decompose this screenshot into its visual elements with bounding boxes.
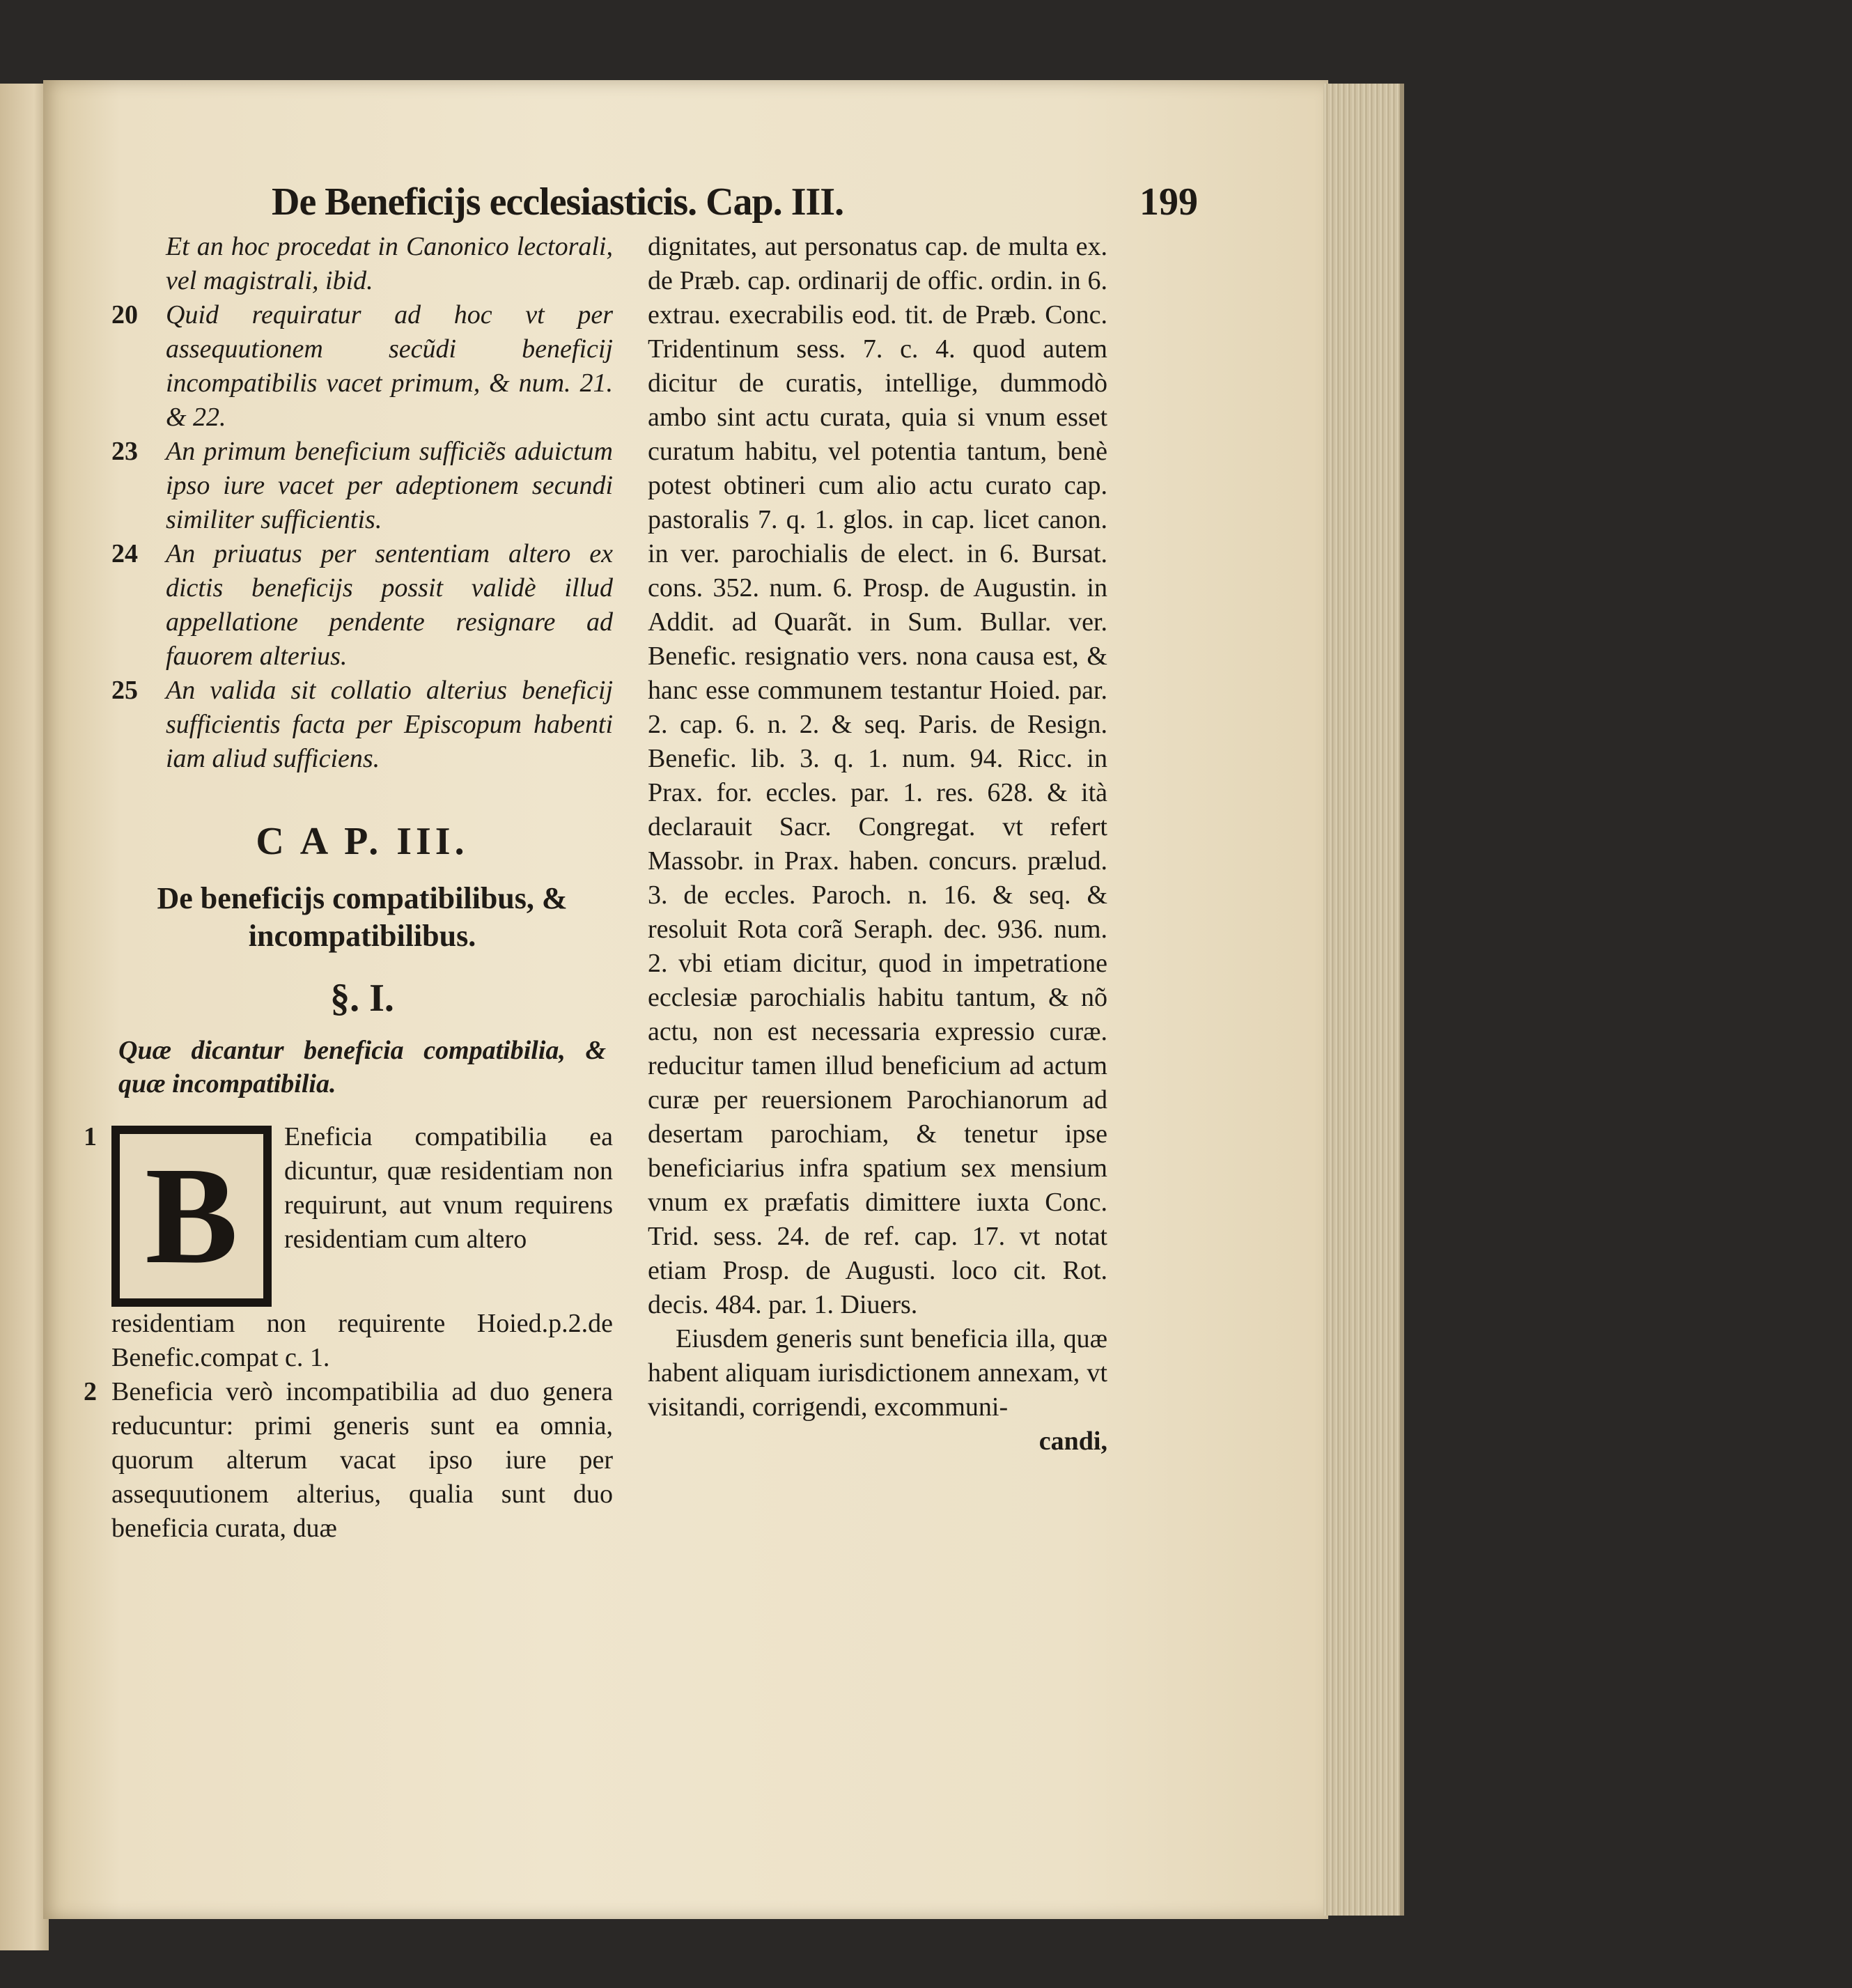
paragraph-2 [84, 1375, 613, 1546]
summary-index [111, 230, 613, 776]
running-header [272, 180, 1198, 235]
paragraph-text: Beneficia verò incompatibilia ad duo genera reducuntur: primi generis sunt ea omnia, quorum alterum vacat ipso iure per assequutionem alterius, qualia sunt duo beneficia curata, duæ [111, 1377, 613, 1543]
paragraph-continued: dignitates, aut personatus cap. de multa ex. de Præb. cap. ordinarij de offic. ordin. in 6. extrau. execrabilis eod. tit. de Præb. Conc. Tridentinum sess. 7. c. 4. quod autem dicitur de curatis, intellige, dummodò ambo sint actu curata, quia si vnum esset curatum habitu, vel potentia tantum, benè potest obtineri cum alio actu curato cap. pastoralis 7. q. 1. glos. in cap. licet canon. in ver. parochialis de elect. in 6. Bursat. cons. 352. num. 6. Prosp. de Augustin. in Addit. ad Quarãt. in Sum. Bullar. ver. Benefic. resignatio vers. nona causa est, & hanc esse communem testantur Hoied. par. 2. cap. 6. n. 2. & seq. Paris. de Resign. Benefic. lib. 3. q. 1. num. 94. Ricc. in Prax. for. eccles. par. 1. res. 628. & ità declarauit Sacr. Congregat. vt refert Massobr. in Prax. haben. concurs. prælud. 3. de eccles. Paroch. n. 16. & seq. & resoluit Rota corã Seraph. dec. 936. num. 2. vbi etiam dicitur, quod in impetratione ecclesiæ parochialis habitu tantum, & nõ actu, non est necessaria expressio curæ. reducitur tamen illud beneficium ad actum curæ per reuersionem Parochianorum ad desertam parochiam, & tenetur ipse beneficiarius infra spatium sex mensium vnum ex præfatis dimittere iuxta Conc. Trid. sess. 24. de ref. cap. 17. vt notat etiam Prosp. de Augusti. loco cit. Rot. decis. 484. par. 1. Diuers. [648, 232, 1107, 1319]
index-number: 24 [111, 539, 138, 568]
right-column [648, 230, 1107, 1459]
paragraph-next: Eiusdem generis sunt beneficia illa, quæ habent aliquam iurisdictionem annexam, vt visitandi, corrigendi, excommuni- [648, 1324, 1107, 1422]
catchword: candi, [1038, 1427, 1107, 1456]
index-text: Et an hoc procedat in Canonico lectorali, vel magistrali, ibid. [166, 232, 613, 295]
paragraph-1 [84, 1120, 613, 1375]
index-text: An priuatus per sententiam altero ex dictis beneficijs possit validè illud appellatione pendente resignare ad fauorem alterius. [166, 539, 613, 671]
index-text: An primum beneficium sufficiẽs aduictum ipso iure vacet per adeptionem secundi similiter sufficientis. [166, 437, 613, 534]
initial-letter: B [120, 1134, 263, 1298]
index-text: Quid requiratur ad hoc vt per assequutionem secũdi beneficij incompatibilis vacet primum, & num. 21. & 22. [166, 300, 613, 432]
paragraph-number: 2 [84, 1377, 97, 1406]
paragraph-number: 1 [84, 1122, 97, 1151]
paragraph-text-continued: residentiam non requirente Hoied.p.2.de Benefic.compat c. 1. [111, 1309, 613, 1372]
running-title: De Beneficijs ecclesiasticis. Cap. III. [272, 180, 844, 224]
index-number: 23 [111, 437, 138, 466]
facing-page-edge [0, 84, 49, 1950]
left-column [84, 230, 613, 1546]
section-mark: §. I. [330, 977, 394, 1020]
chapter-heading: C A P. III. [256, 820, 469, 863]
dropcap-row [111, 1120, 613, 1307]
paragraph-text: Eneficia compatibilia ea dicuntur, quæ residentiam non requirunt, aut vnum requirens residentiam cum altero [284, 1122, 613, 1254]
index-entry [111, 537, 613, 674]
chapter-subtitle: De beneficijs compatibilibus, & incompatibilibus. [157, 881, 568, 953]
index-entry [111, 435, 613, 537]
page-number: 199 [1139, 180, 1198, 224]
index-entry [111, 230, 613, 298]
index-number: 25 [111, 676, 138, 705]
section-summary: Quæ dicantur beneficia compatibilia, & quæ incompatibilia. [118, 1036, 606, 1098]
index-entry [111, 674, 613, 776]
index-entry [111, 298, 613, 435]
index-number: 20 [111, 300, 138, 329]
page-stack-edges [1323, 84, 1404, 1916]
index-text: An valida sit collatio alterius beneficij sufficientis facta per Episcopum habenti iam aliud sufficiens. [166, 676, 613, 773]
ornamental-initial [111, 1126, 272, 1307]
